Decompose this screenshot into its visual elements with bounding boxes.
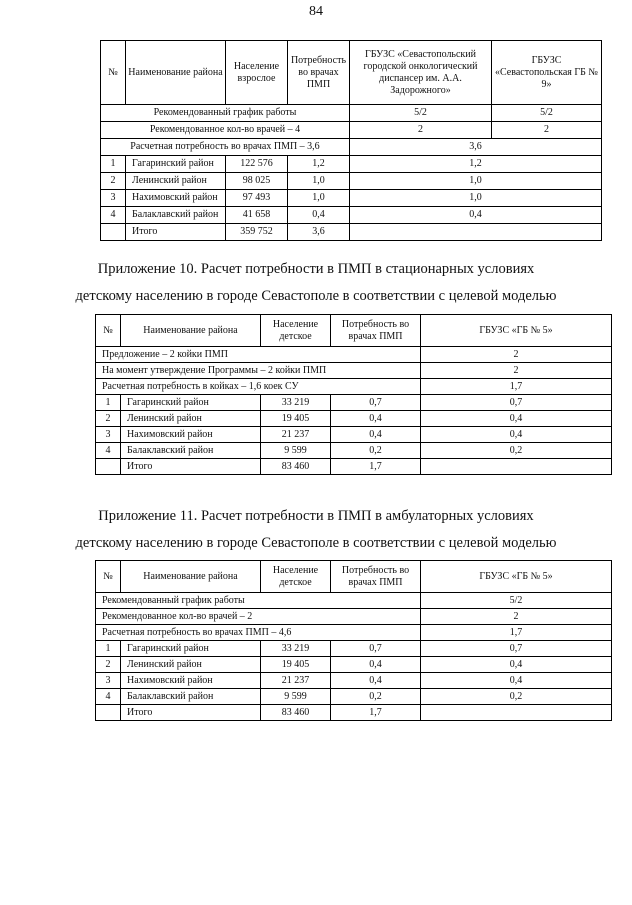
total-population: 83 460 (261, 705, 331, 721)
row-org: 0,4 (421, 411, 612, 427)
row-population: 19 405 (261, 657, 331, 673)
schedule-org2: 5/2 (492, 105, 602, 122)
row-no: 4 (96, 443, 121, 459)
merged-value: 2 (421, 347, 612, 363)
table-row (96, 593, 612, 609)
table-row (96, 411, 612, 427)
outpatient-children-table (95, 560, 612, 721)
row-no: 3 (96, 673, 121, 689)
header-org1: ГБУЗС «Севастопольский городской онкологический диспансер им. А.А. Задорожного» (350, 41, 492, 105)
doctors-org2: 2 (492, 122, 602, 139)
table-total-row (96, 705, 612, 721)
row-population: 98 025 (226, 173, 288, 190)
table-row (96, 673, 612, 689)
row-org: 0,7 (421, 641, 612, 657)
row-need: 0,7 (331, 395, 421, 411)
table-row (101, 207, 602, 224)
header-district: Наименование района (121, 561, 261, 593)
table-row (96, 609, 612, 625)
table-row (101, 190, 602, 207)
row-org: 0,4 (421, 673, 612, 689)
total-no (101, 224, 126, 241)
row-org: 0,4 (350, 207, 602, 224)
table-row (96, 689, 612, 705)
row-org: 1,0 (350, 173, 602, 190)
merged-label: Расчетная потребность в койках – 1,6 коек СУ (96, 379, 421, 395)
total-org (421, 459, 612, 475)
row-no: 2 (101, 173, 126, 190)
table-row (101, 156, 602, 173)
header-org2: ГБУЗС «Севастопольская ГБ № 9» (492, 41, 602, 105)
row-district: Ленинский район (121, 657, 261, 673)
row-org: 1,0 (350, 190, 602, 207)
schedule-org1: 5/2 (350, 105, 492, 122)
total-need: 3,6 (288, 224, 350, 241)
table-header-row (101, 41, 602, 105)
merged-value: 2 (421, 363, 612, 379)
header-need: Потребность во врачах ПМП (331, 561, 421, 593)
row-population: 9 599 (261, 443, 331, 459)
total-label: Итого (121, 459, 261, 475)
row-need: 0,2 (331, 689, 421, 705)
table-row (96, 363, 612, 379)
row-district: Гагаринский район (121, 395, 261, 411)
merged-label: Расчетная потребность во врачах ПМП – 4,6 (96, 625, 421, 641)
row-population: 41 658 (226, 207, 288, 224)
header-need: Потребность во врачах ПМП (331, 315, 421, 347)
row-district: Нахимовский район (121, 427, 261, 443)
table-row (96, 379, 612, 395)
doctors-label: Рекомендованное кол-во врачей – 4 (101, 122, 350, 139)
header-org: ГБУЗС «ГБ № 5» (421, 315, 612, 347)
table-row (101, 173, 602, 190)
row-no: 1 (101, 156, 126, 173)
merged-value: 1,7 (421, 625, 612, 641)
total-label: Итого (126, 224, 226, 241)
row-need: 0,4 (331, 427, 421, 443)
appendix-11-caption-line1: Приложение 11. Расчет потребности в ПМП в амбулаторных условиях (98, 508, 534, 524)
row-no: 2 (96, 411, 121, 427)
row-population: 97 493 (226, 190, 288, 207)
page-number: 84 (309, 4, 323, 19)
row-district: Ленинский район (126, 173, 226, 190)
row-district: Нахимовский район (126, 190, 226, 207)
row-district: Гагаринский район (121, 641, 261, 657)
total-need: 1,7 (331, 705, 421, 721)
appendix-11-caption-line2: детскому населению в городе Севастополе в соответствии с целевой моделью (75, 535, 557, 551)
row-population: 19 405 (261, 411, 331, 427)
adult-ppm-table (100, 40, 602, 241)
calc-value: 3,6 (350, 139, 602, 156)
doctors-org1: 2 (350, 122, 492, 139)
row-district: Балаклавский район (126, 207, 226, 224)
row-need: 1,0 (288, 173, 350, 190)
appendix-10-caption-line2: детскому населению в городе Севастополе в соответствии с целевой моделью (75, 288, 557, 304)
row-org: 1,2 (350, 156, 602, 173)
row-need: 0,4 (331, 673, 421, 689)
total-population: 83 460 (261, 459, 331, 475)
merged-value: 1,7 (421, 379, 612, 395)
header-population: Население взрослое (226, 41, 288, 105)
table-row (101, 105, 602, 122)
header-population: Население детское (261, 315, 331, 347)
merged-value: 2 (421, 609, 612, 625)
total-label: Итого (121, 705, 261, 721)
table-header-row (96, 561, 612, 593)
merged-value: 5/2 (421, 593, 612, 609)
table-total-row (96, 459, 612, 475)
row-need: 1,2 (288, 156, 350, 173)
table-row (101, 139, 602, 156)
row-org: 0,7 (421, 395, 612, 411)
row-district: Нахимовский район (121, 673, 261, 689)
total-no (96, 459, 121, 475)
header-need: Потребность во врачах ПМП (288, 41, 350, 105)
row-population: 9 599 (261, 689, 331, 705)
row-org: 0,4 (421, 657, 612, 673)
row-org: 0,4 (421, 427, 612, 443)
row-no: 2 (96, 657, 121, 673)
row-no: 4 (96, 689, 121, 705)
row-population: 33 219 (261, 641, 331, 657)
row-no: 3 (96, 427, 121, 443)
row-no: 4 (101, 207, 126, 224)
row-district: Гагаринский район (126, 156, 226, 173)
table-row (96, 395, 612, 411)
row-population: 122 576 (226, 156, 288, 173)
total-population: 359 752 (226, 224, 288, 241)
table-row (101, 122, 602, 139)
total-need: 1,7 (331, 459, 421, 475)
table-row (96, 625, 612, 641)
row-need: 0,2 (331, 443, 421, 459)
header-district: Наименование района (121, 315, 261, 347)
row-org: 0,2 (421, 689, 612, 705)
header-no: № (96, 315, 121, 347)
merged-label: Рекомендованный график работы (96, 593, 421, 609)
table-row (96, 427, 612, 443)
header-no: № (96, 561, 121, 593)
table-total-row (101, 224, 602, 241)
row-no: 1 (96, 641, 121, 657)
row-population: 21 237 (261, 427, 331, 443)
row-org: 0,2 (421, 443, 612, 459)
total-org (421, 705, 612, 721)
row-need: 0,4 (331, 657, 421, 673)
merged-label: На момент утверждение Программы – 2 койки ПМП (96, 363, 421, 379)
schedule-label: Рекомендованный график работы (101, 105, 350, 122)
row-need: 0,4 (331, 411, 421, 427)
header-district: Наименование района (126, 41, 226, 105)
row-need: 0,4 (288, 207, 350, 224)
row-district: Ленинский район (121, 411, 261, 427)
header-no: № (101, 41, 126, 105)
row-no: 3 (101, 190, 126, 207)
row-population: 33 219 (261, 395, 331, 411)
table-header-row (96, 315, 612, 347)
total-org (350, 224, 602, 241)
merged-label: Предложение – 2 койки ПМП (96, 347, 421, 363)
row-no: 1 (96, 395, 121, 411)
merged-label: Рекомендованное кол-во врачей – 2 (96, 609, 421, 625)
inpatient-children-table (95, 314, 612, 475)
table-row (96, 347, 612, 363)
row-need: 1,0 (288, 190, 350, 207)
row-population: 21 237 (261, 673, 331, 689)
row-district: Балаклавский район (121, 689, 261, 705)
row-need: 0,7 (331, 641, 421, 657)
calc-label: Расчетная потребность во врачах ПМП – 3,6 (101, 139, 350, 156)
table-row (96, 443, 612, 459)
table-row (96, 641, 612, 657)
appendix-10-caption-line1: Приложение 10. Расчет потребности в ПМП в стационарных условиях (97, 261, 535, 277)
header-org: ГБУЗС «ГБ № 5» (421, 561, 612, 593)
total-no (96, 705, 121, 721)
row-district: Балаклавский район (121, 443, 261, 459)
header-population: Население детское (261, 561, 331, 593)
table-row (96, 657, 612, 673)
